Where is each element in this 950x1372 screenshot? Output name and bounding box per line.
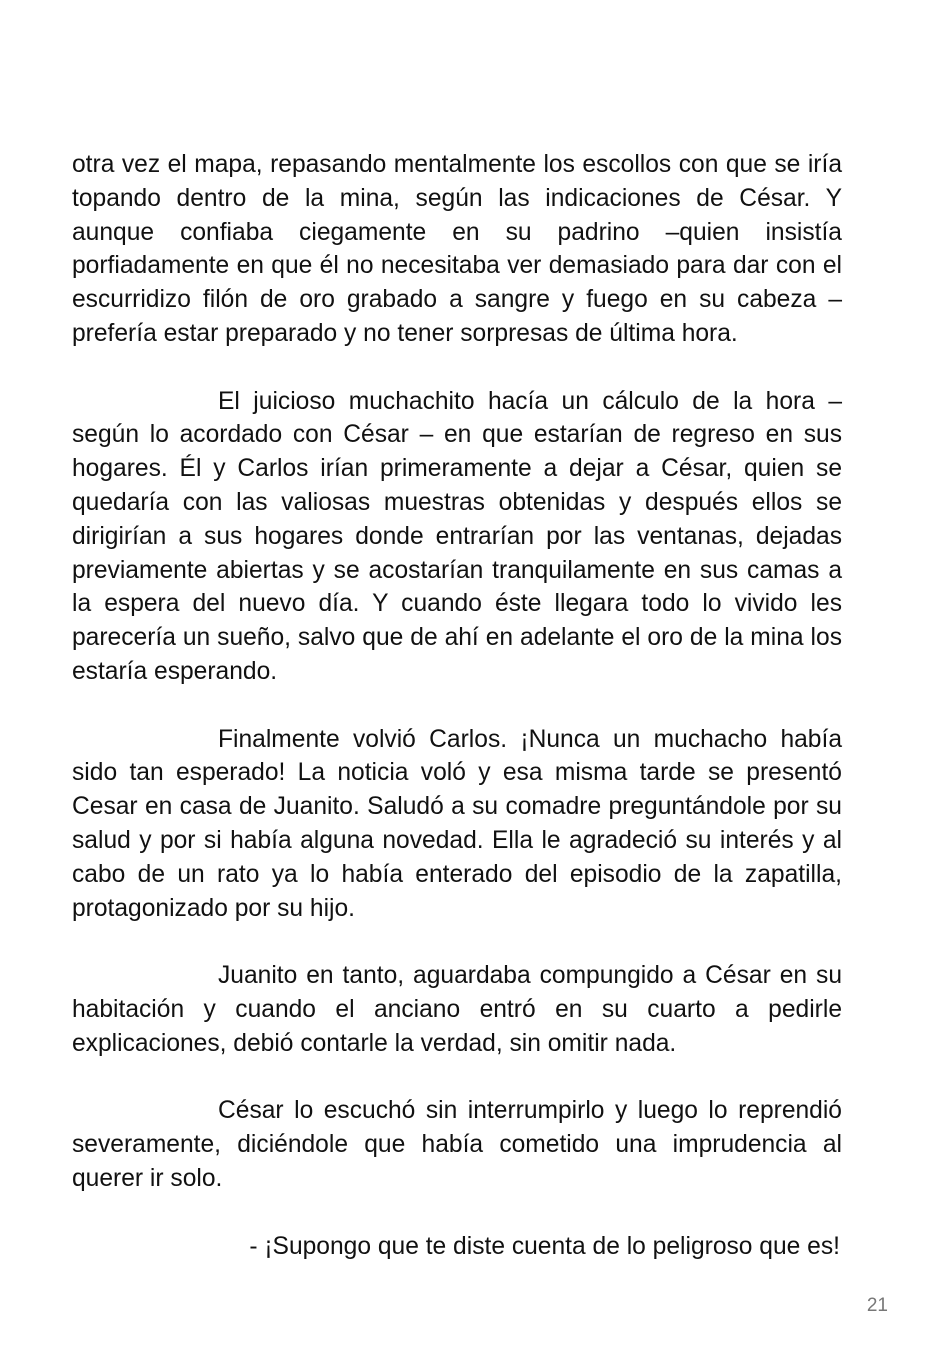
paragraph-juanito-waits: Juanito en tanto, aguardaba compungido a César en su habitación y cuando el anciano entró en su cuarto a pedirle explicaciones, debió contarle la verdad, sin omitir nada. (72, 962, 842, 1057)
paragraph-calculation: El juicioso muchachito hacía un cálculo de la hora – según lo acordado con César – en que estarían de regreso en sus hogares. Él y Carlos irían primeramente a dejar a César, quien se quedaría con las valiosas muestras obtenidas y después ellos se dirigirían a sus hogares donde entrarían por las ventanas, dejadas previamente abiertas y se acostarían tranquilamente en sus camas a la espera del nuevo día. Y cuando éste llegara todo lo vivido les parecería un sueño, salvo que de ahí en adelante el oro de la mina los estaría esperando. (72, 387, 842, 685)
paragraph-continuation: otra vez el mapa, repasando mentalmente los escollos con que se iría topando dentro de la mina, según las indicaciones de César. Y aunque confiaba ciegamente en su padrino –quien insistía porfiadamente en que él no necesitaba ver demasiado para dar con el escurridizo filón de oro grabado a sangre y fuego en su cabeza – prefería estar preparado y no tener sorpresas de última hora. (72, 151, 842, 347)
paragraph-cesar-reprimands: César lo escuchó sin interrumpirlo y luego lo reprendió severamente, diciéndole que había cometido una imprudencia al querer ir solo. (72, 1097, 842, 1192)
dialogue-line: - ¡Supongo que te diste cuenta de lo peligroso que es! (249, 1232, 840, 1260)
paragraph-carlos-returns: Finalmente volvió Carlos. ¡Nunca un muchacho había sido tan esperado! La noticia voló y esa misma tarde se presentó Cesar en casa de Juanito. Saludó a su comadre preguntándole por su salud y por si había alguna novedad. Ella le agradeció su interés y al cabo de un rato ya lo había enterado del episodio de la zapatilla, protagonizado por su hijo. (72, 725, 842, 922)
page-number: 21 (866, 1295, 888, 1316)
page-body (72, 148, 842, 1263)
